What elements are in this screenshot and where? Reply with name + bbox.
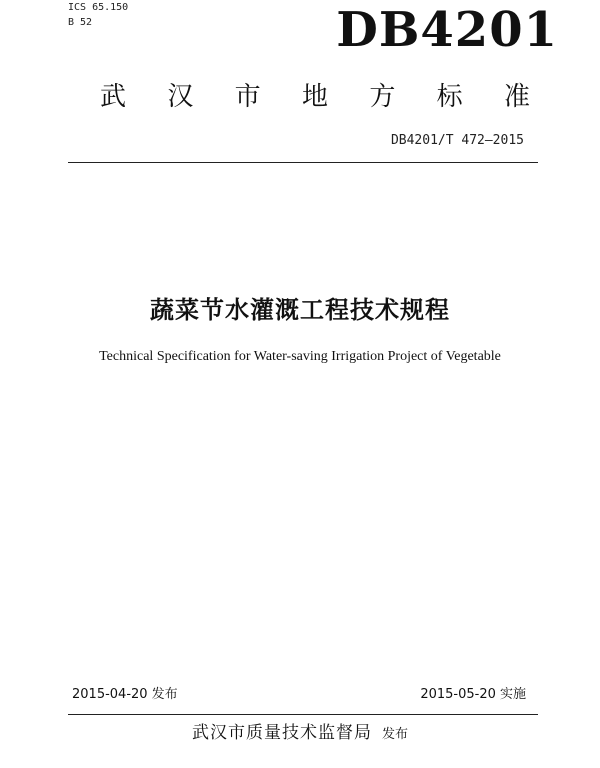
issuing-authority [0,720,600,748]
document-title-cn: 蔬菜节水灌溉工程技术规程 [150,296,450,324]
standard-type-char: 汉 [167,82,194,112]
standard-number: DB4201/T 472—2015 [390,133,524,148]
standard-type-heading [100,80,530,114]
standard-type-char: 标 [436,82,463,112]
issue-date: 2015-04-20 发布 [72,687,178,702]
ccs-code: B 52 [68,17,93,28]
standard-code-mark: DB4201 [336,2,558,58]
standard-type-char: 准 [503,82,530,112]
issuer-suffix: 发布 [381,727,408,742]
standard-type-char: 武 [100,82,127,112]
standard-type-char: 地 [301,82,328,112]
top-divider [68,162,538,163]
standard-type-char: 方 [369,82,396,112]
document-title-en: Technical Specification for Water-saving Irrigation Project of Vegetable [99,349,501,364]
issuer-name: 武汉市质量技术监督局 [191,723,372,743]
bottom-divider [68,714,538,715]
implementation-date: 2015-05-20 实施 [420,687,526,702]
ics-code: ICS 65.150 [68,2,129,13]
standard-type-char: 市 [234,82,261,112]
